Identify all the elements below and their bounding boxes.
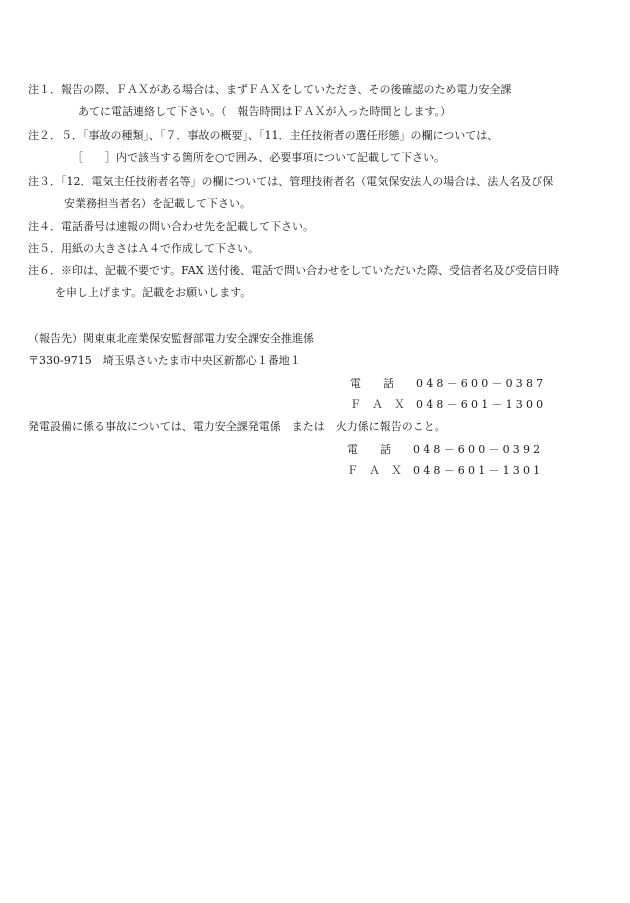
report-to-phone [350,377,546,391]
report-to-fax [350,398,546,412]
note-5-line-1: 注５．用紙の大きさはＡ４で作成して下さい。 [28,242,259,255]
phone-label: 電 話 [347,443,391,456]
note-1-line-1: 注１．報告の際、ＦＡＸがある場合は、まずＦＡＸをしていただき、その後確認のため電力安全課 [28,83,512,96]
generation-phone [347,443,543,457]
note-6-line-2: を申し上げます。記載をお願いします。 [55,286,252,299]
generation-fax [347,464,543,478]
note-4-line-1: 注４．電話番号は速報の問い合わせ先を記載して下さい。 [28,220,314,233]
note-2-line-2: ［ ］内で該当する箇所を○で囲み、必要事項について記載して下さい。 [72,151,446,164]
phone-number: 048－600－0392 [413,443,544,456]
report-to-address: 〒330-9715 埼玉県さいたま市中央区新都心１番地１ [28,354,301,367]
generation-note: 発電設備に係る事故については、電力安全課発電係 または 火力係に報告のこと。 [28,420,446,433]
fax-label: Ｆ Ａ Ｘ [347,464,402,477]
note-1-line-2: あてに電話連絡して下さい。（ 報告時間はＦＡＸが入った時間とします。） [78,105,452,118]
fax-label: Ｆ Ａ Ｘ [350,398,405,411]
phone-label: 電 話 [350,377,394,390]
fax-number: 048－601－1301 [413,464,544,477]
fax-number: 048－601－1300 [416,398,547,411]
phone-number: 048－600－0387 [416,377,547,390]
note-2-line-1: 注２．５．「事故の種類」、「７．事故の概要」、「11．主任技術者の選任形態」の欄については、 [28,129,499,142]
report-to-heading: （報告先）関東東北産業保安監督部電力安全課安全推進係 [28,332,314,345]
note-3-line-1: 注３．「12．電気主任技術者名等」の欄については、管理技術者名（電気保安法人の場合は、法人名及び保 [28,175,554,188]
note-3-line-2: 安業務担当者名）を記載して下さい。 [64,197,251,210]
note-6-line-1: 注６．※印は、記載不要です。FAX 送付後、電話で問い合わせをしていただいた際、受信者名及び受信日時 [28,264,560,277]
